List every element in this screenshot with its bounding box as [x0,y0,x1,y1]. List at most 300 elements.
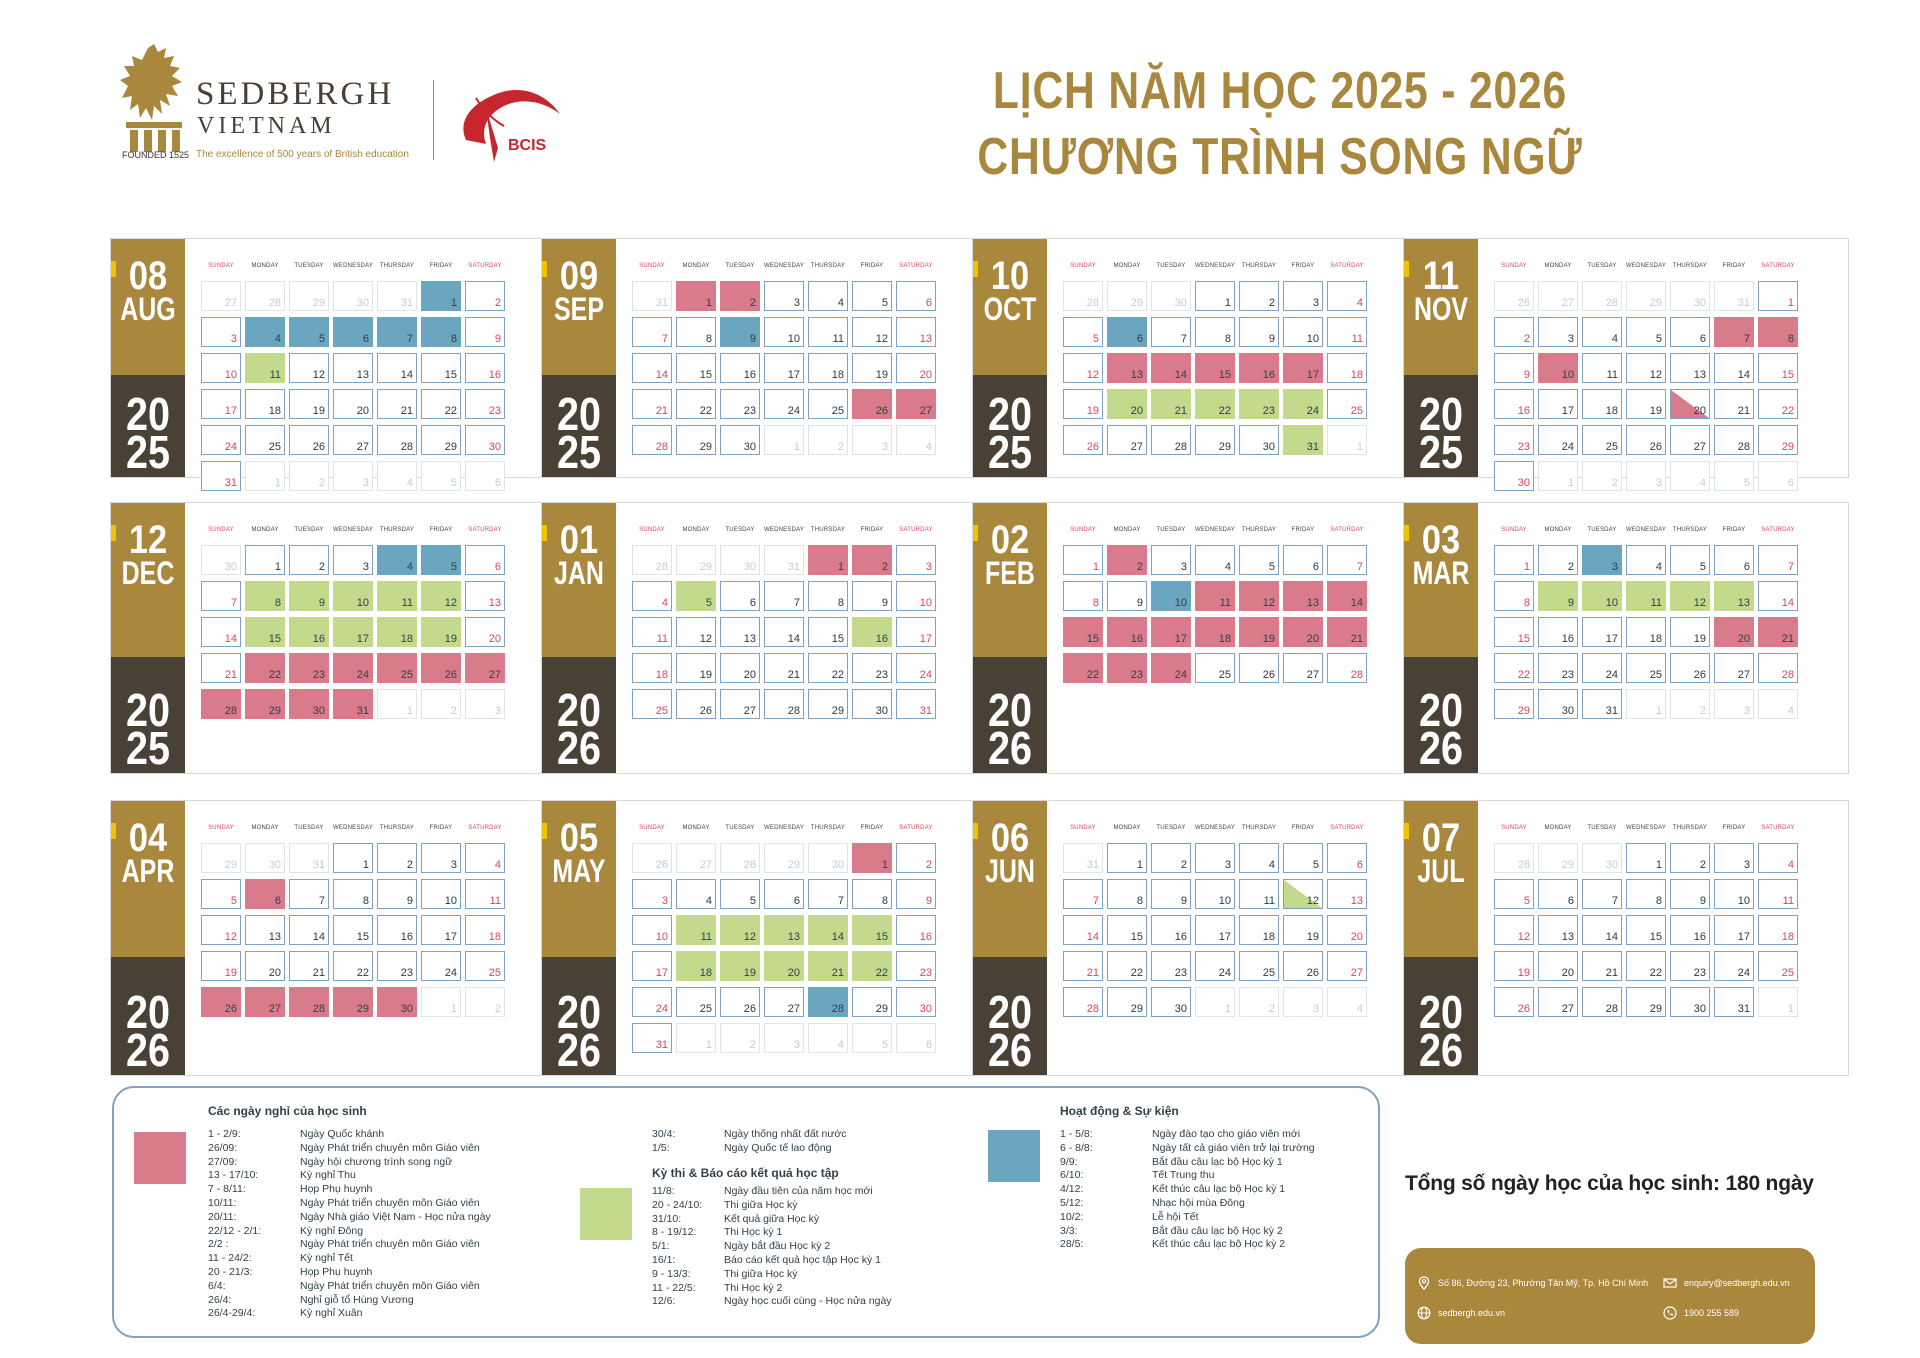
day-cell [896,389,936,419]
phone-item[interactable] [1663,1306,1739,1320]
day-number: 21 [224,669,237,681]
day-cell [377,545,417,575]
day-cell [333,317,373,347]
day-number: 28 [743,859,756,871]
legend-row [652,1268,892,1282]
day-cell [896,915,936,945]
day-number: 14 [1737,369,1750,381]
day-cell [465,915,505,945]
day-number: 13 [1306,597,1319,609]
day-number: 13 [1561,931,1574,943]
day-number: 10 [787,333,800,345]
event-swatch [988,1130,1040,1182]
day-number: 8 [837,597,844,609]
day-cell [1582,389,1622,419]
day-number: 1 [705,297,712,309]
weekday-header: SUNDAY [1070,527,1096,533]
day-cell [1758,317,1798,347]
day-number: 2 [881,561,888,573]
website-link[interactable]: sedbergh.edu.vn [1438,1308,1506,1318]
day-cell [1582,987,1622,1017]
day-number: 20 [743,669,756,681]
legend-row [208,1307,491,1321]
legend-date: 8 - 19/12: [652,1226,697,1239]
day-number: 27 [1350,967,1363,979]
day-number: 16 [1262,369,1275,381]
day-cell [1582,689,1622,719]
weekday-header: TUESDAY [1156,825,1186,831]
day-cell [676,915,716,945]
weekday-header: THURSDAY [1241,825,1277,831]
day-number: 9 [406,895,413,907]
day-cell [632,617,672,647]
day-number: 1 [450,297,457,309]
day-cell [1670,425,1710,455]
day-cell [289,545,329,575]
day-number: 28 [1605,297,1618,309]
weekday-header: TUESDAY [1156,263,1186,269]
day-cell [377,317,417,347]
day-cell [201,987,241,1017]
day-number: 8 [1523,597,1530,609]
day-number: 24 [1174,669,1187,681]
day-number: 25 [831,405,844,417]
day-cell [808,689,848,719]
day-cell [720,281,760,311]
day-number: 31 [655,1039,668,1051]
legend-description: Ngày thống nhất đất nước [724,1128,847,1140]
legend-row [208,1128,491,1142]
day-cell [1195,389,1235,419]
day-cell [1494,951,1534,981]
legend-date: 1 - 2/9: [208,1128,241,1140]
day-number: 30 [919,1003,932,1015]
day-cell-adjacent-month [1626,689,1666,719]
day-number: 30 [1262,441,1275,453]
month-card-jul [1403,800,1849,1076]
day-cell [1626,317,1666,347]
month-year: 20 25 [987,388,1032,478]
day-cell [1758,545,1798,575]
day-cell [1670,545,1710,575]
legend-date: 10/2: [1060,1210,1084,1223]
day-number: 2 [1268,1003,1275,1015]
day-cell [1195,581,1235,611]
day-cell [1714,987,1754,1017]
day-number: 29 [224,859,237,871]
weekday-header: SATURDAY [1761,527,1795,533]
day-cell [1327,389,1367,419]
day-number: 17 [356,633,369,645]
day-cell [289,951,329,981]
day-number: 17 [1737,931,1750,943]
day-number: 4 [661,597,668,609]
day-cell [465,653,505,683]
month-number: 04 [128,816,168,860]
day-number: 4 [1611,333,1618,345]
day-cell [1582,581,1622,611]
website-item[interactable] [1417,1306,1505,1320]
month-card-aug [110,238,556,489]
day-number: 18 [400,633,413,645]
day-number: 12 [1517,931,1530,943]
day-cell [632,389,672,419]
legend-row [1060,1128,1315,1142]
weekday-header: WEDNESDAY [1195,263,1236,269]
legend-row [208,1169,491,1183]
day-number: 6 [274,895,281,907]
day-number: 5 [881,1039,888,1051]
day-grid [201,527,509,719]
day-number: 24 [224,441,237,453]
day-grid [632,527,940,719]
day-number: 31 [312,859,325,871]
day-number: 26 [1517,1003,1530,1015]
day-number: 11 [832,333,844,345]
day-cell [1494,617,1534,647]
day-number: 2 [1699,705,1706,717]
day-cell [720,879,760,909]
day-cell [377,617,417,647]
day-cell [1670,353,1710,383]
day-number: 26 [1262,669,1275,681]
day-cell-adjacent-month [377,281,417,311]
day-cell [764,389,804,419]
month-number: 02 [990,518,1030,562]
day-number: 11 [1351,333,1363,345]
day-number: 26 [1693,669,1706,681]
day-cell [465,951,505,981]
legend-row [652,1199,892,1213]
day-cell [1758,951,1798,981]
day-cell [289,425,329,455]
day-number: 4 [837,297,844,309]
day-grid [632,263,940,455]
weekday-header: THURSDAY [810,263,846,269]
day-number: 27 [699,859,712,871]
day-cell-adjacent-month [676,843,716,873]
day-number: 17 [655,967,668,979]
weekday-header: THURSDAY [1241,527,1277,533]
day-number: 26 [312,441,325,453]
day-number: 3 [1611,561,1618,573]
day-number: 2 [1611,477,1618,489]
legend-description: Ngày Quốc tế lao động [724,1141,832,1154]
weekday-header: FRIDAY [1722,527,1746,533]
day-cell [808,987,848,1017]
day-cell [1670,389,1710,419]
legend-description: Bắt đầu câu lạc bộ Học kỳ 2 [1152,1224,1283,1237]
day-cell [1538,689,1578,719]
day-cell [1626,545,1666,575]
day-number: 14 [312,931,325,943]
weekday-header: MONDAY [1113,263,1141,269]
month-card-nov [1403,238,1849,489]
day-number: 30 [1174,1003,1187,1015]
day-cell [201,915,241,945]
day-number: 29 [831,705,844,717]
tagline: The excellence of 500 years of British education [196,149,409,160]
weekday-header: THURSDAY [1241,263,1277,269]
day-cell [1538,951,1578,981]
day-cell [720,653,760,683]
email-link[interactable]: enquiry@sedbergh.edu.vn [1684,1278,1790,1288]
weekday-header: MONDAY [251,825,279,831]
day-number: 7 [1180,333,1187,345]
day-cell [1582,951,1622,981]
day-cell-adjacent-month [1195,987,1235,1017]
day-number: 31 [787,561,800,573]
legend-description: Ngày bắt đầu Học kỳ 2 [724,1240,831,1253]
day-cell [1063,951,1103,981]
day-number: 12 [1649,369,1662,381]
day-cell [896,545,936,575]
day-number: 19 [1262,633,1275,645]
day-cell [1283,353,1323,383]
day-cell [1239,353,1279,383]
day-number: 6 [793,895,800,907]
day-cell-adjacent-month [465,987,505,1017]
day-grid [1494,527,1802,719]
month-year: 20 25 [125,684,170,774]
day-number: 31 [1605,705,1618,717]
day-number: 11 [1782,895,1794,907]
legend-row [652,1282,892,1296]
legend-description: Kết quả giữa Học kỳ [724,1212,820,1225]
day-cell [808,281,848,311]
legend-row [652,1240,892,1254]
weekday-header: TUESDAY [725,825,755,831]
day-cell [1195,617,1235,647]
day-cell [1714,581,1754,611]
day-number: 13 [488,597,501,609]
day-number: 9 [749,333,756,345]
day-number: 1 [362,859,369,871]
month-name: JUL [1417,853,1465,889]
day-cell [1538,879,1578,909]
day-number: 4 [406,561,413,573]
day-cell [1582,653,1622,683]
legend-date: 30/4: [652,1128,676,1140]
legend-description: Ngày Phát triển chuyên môn Giáo viên [300,1196,480,1209]
day-cell [1283,653,1323,683]
day-cell [289,389,329,419]
day-number: 4 [274,333,281,345]
day-number: 14 [1086,931,1099,943]
day-number: 6 [1312,561,1319,573]
day-cell-adjacent-month [201,545,241,575]
day-number: 1 [1136,859,1143,871]
day-cell-adjacent-month [1538,281,1578,311]
day-number: 24 [1561,441,1574,453]
day-number: 12 [444,597,457,609]
month-name: OCT [983,291,1037,327]
day-cell [1283,951,1323,981]
day-number: 10 [1306,333,1319,345]
day-number: 18 [488,931,501,943]
day-number: 18 [1781,931,1794,943]
day-cell [289,353,329,383]
day-number: 5 [1655,333,1662,345]
day-cell [1714,425,1754,455]
day-cell [808,353,848,383]
email-item[interactable] [1663,1276,1790,1290]
month-card-may [541,800,987,1076]
day-cell [1494,317,1534,347]
day-cell-adjacent-month [1714,689,1754,719]
day-cell [1283,425,1323,455]
day-number: 3 [494,705,501,717]
legend-date: 28/5: [1060,1238,1084,1251]
day-number: 21 [787,669,800,681]
events-list [1060,1128,1315,1252]
day-cell [1327,281,1367,311]
month-year: 20 26 [987,986,1032,1076]
day-number: 20 [1306,633,1319,645]
day-cell [1107,843,1147,873]
day-cell-adjacent-month [1714,461,1754,491]
day-number: 23 [400,967,413,979]
day-cell [896,879,936,909]
day-cell-adjacent-month [201,281,241,311]
day-number: 28 [1086,297,1099,309]
day-cell [245,617,285,647]
day-number: 27 [1561,297,1574,309]
day-cell [1758,617,1798,647]
day-number: 2 [494,1003,501,1015]
day-cell [852,653,892,683]
exams-list [652,1185,892,1309]
weekday-header: WEDNESDAY [764,527,805,533]
day-cell [1582,317,1622,347]
day-number: 28 [268,297,281,309]
day-cell [896,581,936,611]
day-number: 7 [1787,561,1794,573]
title-line-2: CHƯƠNG TRÌNH SONG NGỮ [977,128,1583,186]
day-cell [764,581,804,611]
day-cell [720,617,760,647]
day-number: 14 [655,369,668,381]
day-number: 13 [1130,369,1143,381]
legend-row [652,1213,892,1227]
day-cell-adjacent-month [1327,425,1367,455]
day-cell [808,951,848,981]
day-number: 15 [356,931,369,943]
day-cell [201,581,241,611]
day-number: 18 [1605,405,1618,417]
month-label [973,503,1047,773]
day-number: 14 [1781,597,1794,609]
day-number: 11 [700,931,712,943]
day-cell [808,389,848,419]
day-cell [333,425,373,455]
day-number: 13 [1350,895,1363,907]
day-cell [1195,951,1235,981]
weekday-header: SUNDAY [1070,263,1096,269]
phone-number[interactable]: 1900 255 589 [1684,1308,1740,1318]
day-cell [245,317,285,347]
month-name: APR [121,853,175,889]
day-cell-adjacent-month [852,1023,892,1053]
day-number: 12 [699,633,712,645]
weekday-header: MONDAY [682,825,710,831]
month-number: 07 [1421,816,1461,860]
day-cell-adjacent-month [896,425,936,455]
day-number: 26 [743,1003,756,1015]
day-cell-adjacent-month [1494,843,1534,873]
day-cell [720,915,760,945]
day-number: 28 [655,441,668,453]
day-number: 4 [705,895,712,907]
day-number: 29 [1130,1003,1143,1015]
month-year: 20 26 [1418,986,1463,1076]
day-cell [201,461,241,491]
day-number: 14 [787,633,800,645]
day-number: 13 [356,369,369,381]
legend-date: 5/12: [1060,1196,1084,1209]
day-number: 1 [837,561,844,573]
day-cell [1107,581,1147,611]
month-year: 20 25 [556,388,601,478]
day-cell [764,689,804,719]
weekday-header: WEDNESDAY [764,263,805,269]
legend-row [652,1226,892,1240]
day-cell [1670,915,1710,945]
day-number: 1 [1092,561,1099,573]
day-number: 21 [831,967,844,979]
day-number: 1 [406,705,413,717]
day-cell [465,281,505,311]
legend-date: 9/9: [1060,1155,1078,1168]
day-number: 21 [1174,405,1187,417]
day-number: 8 [1136,895,1143,907]
day-number: 12 [1086,369,1099,381]
day-number: 16 [1130,633,1143,645]
day-number: 25 [1781,967,1794,979]
day-cell [1758,879,1798,909]
day-number: 24 [444,967,457,979]
day-cell-adjacent-month [808,843,848,873]
day-number: 15 [875,931,888,943]
day-cell-adjacent-month [808,425,848,455]
month-year: 20 26 [556,684,601,774]
day-number: 15 [699,369,712,381]
day-number: 27 [743,705,756,717]
day-number: 30 [743,441,756,453]
legend-description: Thi Học kỳ 1 [724,1226,783,1239]
day-cell [1151,915,1191,945]
weekday-header: THURSDAY [810,825,846,831]
day-cell [1626,915,1666,945]
month-card-dec [110,502,556,774]
day-cell-adjacent-month [1283,987,1323,1017]
day-number: 29 [875,1003,888,1015]
day-cell [1151,653,1191,683]
day-cell [1714,317,1754,347]
weekday-header: FRIDAY [860,825,884,831]
day-cell [245,915,285,945]
day-cell [245,987,285,1017]
weekday-header: FRIDAY [1722,263,1746,269]
weekday-header: MONDAY [1544,825,1572,831]
day-cell [1107,317,1147,347]
legend-description: Ngày Phát triển chuyên môn Giáo viên [300,1279,480,1292]
day-cell [632,987,672,1017]
day-cell [1714,879,1754,909]
legend-row [1060,1197,1315,1211]
day-number: 26 [1306,967,1319,979]
legend-description: Bắt đầu câu lạc bộ Học kỳ 1 [1152,1155,1283,1168]
